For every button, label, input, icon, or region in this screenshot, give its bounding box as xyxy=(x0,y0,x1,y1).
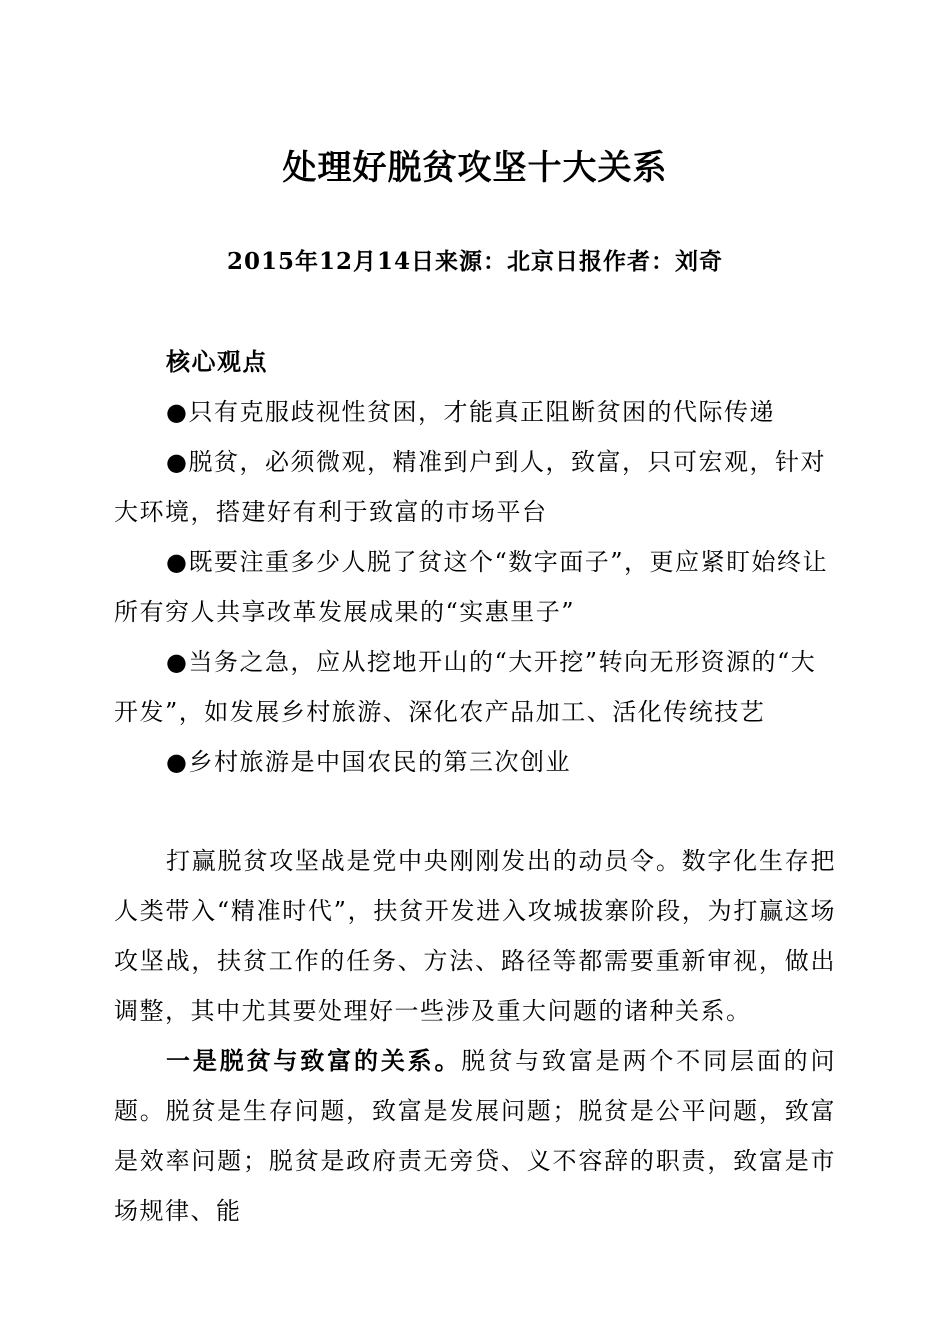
bullet-icon: ● xyxy=(166,748,189,776)
paragraph-text: 脱贫与致富是两个不同层面的问题。脱贫是生存问题，致富是发展问题；脱贫是公平问题，致富是效率问题；脱贫是政府责无旁贷、义不容辞的职责，致富是市场规律、能 xyxy=(114,1047,837,1225)
core-points-heading: 核心观点 xyxy=(166,347,268,376)
core-point-text: 乡村旅游是中国农民的第三次创业 xyxy=(188,748,571,776)
core-point-text: 脱贫，必须微观，精准到户到人，致富，只可宏观，针对大环境，搭建好有利于致富的市场平台 xyxy=(114,448,826,526)
core-point-text: 既要注重多少人脱了贫这个“数字面子”，更应紧盯始终让所有穷人共享改革发展成果的“实惠里子” xyxy=(114,548,828,626)
core-point-item xyxy=(114,437,836,537)
bullet-icon: ● xyxy=(166,548,189,576)
core-point-text: 当务之急，应从挖地开山的“大开挖”转向无形资源的“大开发”，如发展乡村旅游、深化农产品加工、活化传统技艺 xyxy=(114,648,817,726)
core-point-item xyxy=(114,387,836,437)
paragraph-lead: 一是脱贫与致富的关系。 xyxy=(166,1046,462,1075)
core-point-text: 只有克服歧视性贫困，才能真正阻断贫困的代际传递 xyxy=(188,398,775,426)
bullet-icon: ● xyxy=(166,448,189,476)
body-paragraph: 打赢脱贫攻坚战是党中央刚刚发出的动员令。数字化生存把人类带入“精准时代”，扶贫开发进入攻城拔寨阶段，为打赢这场攻坚战，扶贫工作的任务、方法、路径等都需要重新审视，做出调整，其中尤其要处理好一些涉及重大问题的诸种关系。 xyxy=(114,847,836,1025)
body-paragraph xyxy=(114,1036,836,1236)
core-point-item xyxy=(114,537,836,637)
core-point-item xyxy=(114,637,836,737)
article-meta: 2015年12月14日来源：北京日报作者：刘奇 xyxy=(226,248,724,275)
article-title: 处理好脱贫攻坚十大关系 xyxy=(282,148,668,188)
bullet-icon: ● xyxy=(166,398,189,426)
bullet-icon: ● xyxy=(166,648,189,676)
core-point-item xyxy=(114,737,836,787)
